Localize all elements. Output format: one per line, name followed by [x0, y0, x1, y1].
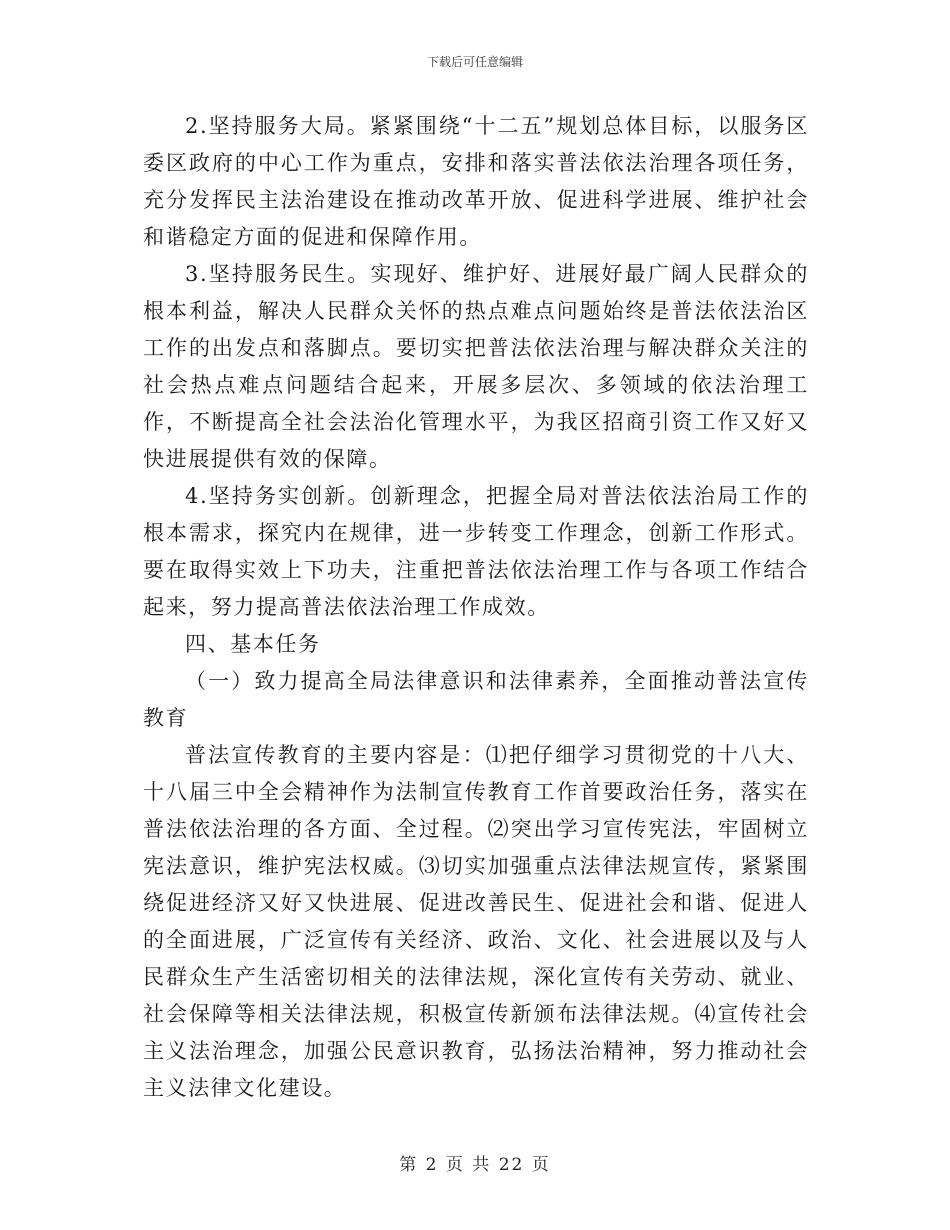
paragraph-principle-2: 2.坚持服务大局。紧紧围绕“十二五”规划总体目标，以服务区委区政府的中心工作为重点，安排和落实普法依法治理各项任务，充分发挥民主法治建设在推动改革开放、促进科学进展、维护社会和谐稳定方面的促进和保障作用。	[143, 114, 809, 249]
page-header: 下载后可任意编辑	[426, 55, 523, 69]
paragraph-education-content: 普法宣传教育的主要内容是：⑴把仔细学习贯彻党的十八大、十八届三中全会精神作为法制宣传教育工作首要政治任务，落实在普法依法治理的各方面、全过程。⑵突出学习宣传宪法，牢固树立宪法意识，维护宪法权威。⑶切实加强重点法律法规宣传，紧紧围绕促进经济又好又快进展、促进改善民生、促进社会和谐、促进人的全面进展，广泛宣传有关经济、政治、文化、社会进展以及与人民群众生产生活密切相关的法律法规，深化宣传有关劳动、就业、社会保障等相关法律法规，积极宣传新颁布法律法规。⑷宣传社会主义法治理念，加强公民意识教育，弘扬法治精神，努力推动社会主义法律文化建设。	[143, 743, 809, 1100]
paragraph-principle-4: 4.坚持务实创新。创新理念，把握全局对普法依法治局工作的根本需求，探究内在规律，进一步转变工作理念，创新工作形式。要在取得实效上下功夫，注重把普法依法治理工作与各项工作结合起来，努力提高普法依法治理工作成效。	[143, 484, 809, 619]
subsection-heading-1: （一）致力提高全局法律意识和法律素养，全面推动普法宣传教育	[143, 669, 809, 730]
document-body	[143, 108, 809, 1107]
page-footer: 第 2 页 共 22 页	[399, 1155, 551, 1175]
paragraph-principle-3: 3.坚持服务民生。实现好、维护好、进展好最广阔人民群众的根本利益，解决人民群众关怀的热点难点问题始终是普法依法治区工作的出发点和落脚点。要切实把普法依法治理与解决群众关注的社会热点难点问题结合起来，开展多层次、多领域的依法治理工作，不断提高全社会法治化管理水平，为我区招商引资工作又好又快进展提供有效的保障。	[143, 262, 809, 471]
section-heading-basic-tasks: 四、基本任务	[185, 632, 321, 656]
